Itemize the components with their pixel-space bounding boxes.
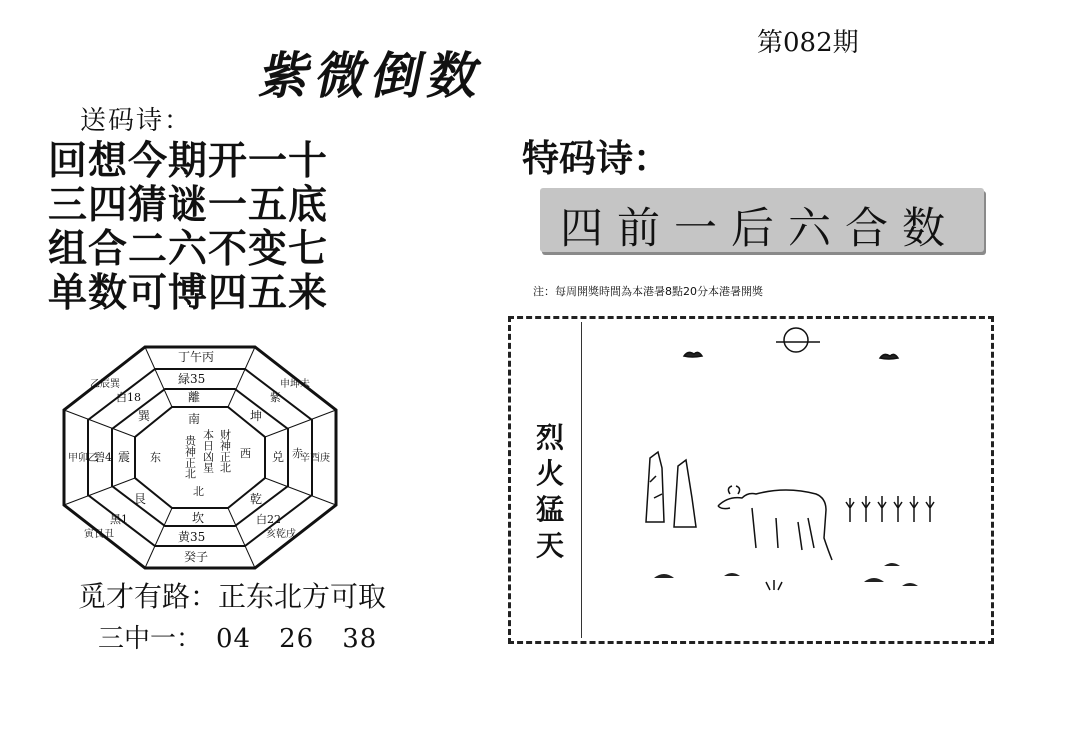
vertical-char: 烈 bbox=[535, 421, 564, 454]
mound-icon bbox=[724, 573, 740, 576]
bagua-outer-label: 寅艮丑 bbox=[84, 529, 114, 540]
bagua-inner-label: 坤 bbox=[250, 409, 263, 423]
draw-time-note: 注：每周開獎時間為本港暑8點20分本港暑開獎 bbox=[533, 285, 763, 298]
cloud-icon bbox=[880, 354, 898, 359]
bagua-center-north: 北 bbox=[193, 485, 204, 498]
three-hit-number: 04 bbox=[216, 624, 252, 654]
bagua-diagram bbox=[60, 345, 340, 570]
bagua-middle-label: 白18 bbox=[116, 391, 141, 404]
bagua-inner-label: 震 bbox=[118, 450, 131, 464]
bagua-middle-label: 白22 bbox=[256, 513, 281, 526]
bagua-inner-label: 艮 bbox=[134, 492, 147, 506]
vertical-char: 火 bbox=[535, 457, 564, 490]
bagua-outer-label: 丁午丙 bbox=[178, 350, 215, 364]
bagua-inner-label: 離 bbox=[188, 390, 201, 404]
poem-line: 回想今期开一十 bbox=[48, 139, 329, 184]
mound-icon bbox=[884, 563, 900, 566]
find-path-text: 觅才有路：正东北方可取 bbox=[78, 580, 387, 613]
rock-icon bbox=[646, 452, 696, 527]
poem-line: 三四猜谜一五底 bbox=[48, 183, 329, 228]
bagua-center-text: 本日凶星 bbox=[201, 429, 215, 473]
bagua-inner-label: 乾 bbox=[250, 492, 263, 506]
poem bbox=[48, 140, 328, 316]
bagua-inner-label: 兑 bbox=[272, 450, 285, 464]
bagua-center-east: 东 bbox=[150, 451, 161, 464]
mound-icon bbox=[902, 583, 918, 586]
bagua-inner-label: 坎 bbox=[192, 511, 205, 525]
cloud-icon bbox=[684, 352, 702, 357]
bagua-outer-label: 辛酉庚 bbox=[300, 453, 330, 464]
bagua-center-west: 西 bbox=[240, 447, 251, 460]
bagua-middle-label: 紫 bbox=[270, 391, 281, 404]
bagua-center-text: 财神正北 bbox=[218, 429, 232, 473]
bagua-center-south: 南 bbox=[188, 412, 201, 426]
vertical-char: 天 bbox=[535, 529, 564, 562]
plant-icon bbox=[846, 496, 934, 522]
vertical-caption bbox=[530, 420, 570, 564]
three-hit-line bbox=[98, 618, 377, 655]
mound-icon bbox=[654, 574, 674, 578]
vertical-char: 猛 bbox=[535, 493, 564, 526]
issue-number: 第082期 bbox=[757, 28, 859, 58]
bagua-outer-label: 甲卯乙 bbox=[68, 453, 98, 464]
bagua-outer-label: 申坤未 bbox=[280, 379, 310, 390]
bagua-inner-label: 巽 bbox=[138, 409, 151, 423]
bagua-middle-label: 赤 bbox=[292, 447, 303, 460]
tema-label: 特码诗： bbox=[522, 137, 670, 180]
mound-icon bbox=[864, 578, 884, 582]
grass-icon bbox=[766, 580, 782, 590]
ox-icon bbox=[718, 486, 832, 560]
three-hit-label: 三中一： bbox=[98, 624, 203, 654]
brand-title: 紫微倒数 bbox=[254, 46, 492, 105]
bagua-outer-label: 癸子 bbox=[184, 550, 209, 564]
bagua-center-text: 贵神正北 bbox=[183, 435, 197, 479]
bagua-outer-label: 乙辰巽 bbox=[90, 379, 120, 390]
tema-text: 四前一后六合数 bbox=[560, 204, 959, 254]
three-hit-number: 26 bbox=[279, 624, 315, 654]
illustration-scene bbox=[584, 322, 988, 638]
bagua-middle-label: 緑35 bbox=[178, 372, 206, 386]
sun-icon bbox=[776, 328, 820, 352]
three-hit-number: 38 bbox=[342, 624, 378, 654]
poem-line: 组合二六不变七 bbox=[48, 227, 329, 272]
poem-line: 单数可博四五来 bbox=[48, 271, 329, 316]
poem-label: 送码诗： bbox=[80, 106, 193, 136]
bagua-middle-label: 碧4 bbox=[94, 451, 112, 464]
bagua-middle-label: 黄35 bbox=[178, 530, 206, 544]
bagua-outer-label: 亥乾戌 bbox=[266, 529, 296, 540]
bagua-middle-label: 黑1 bbox=[110, 513, 128, 526]
